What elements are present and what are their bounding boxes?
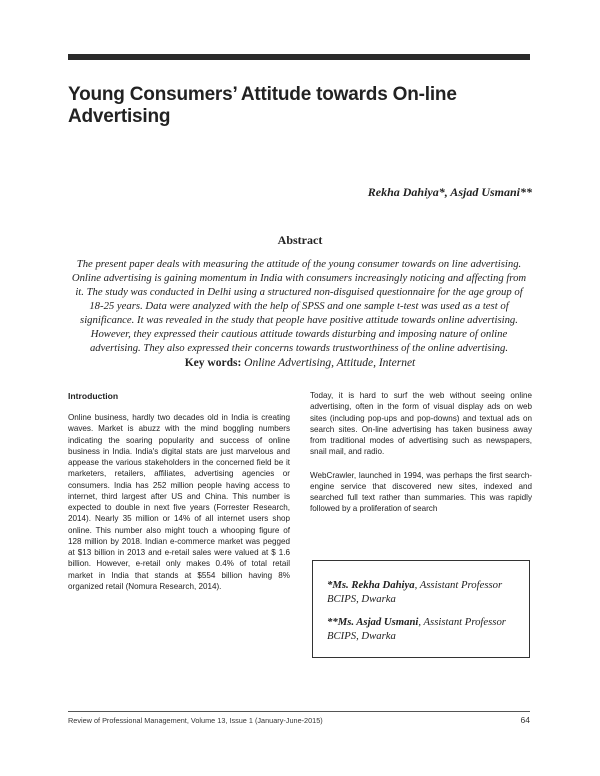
introduction-paragraph-2: Today, it is hard to surf the web without seeing online advertising, often in the form of visual display ads on web sites (including pop-ups and pop-downs) and textual ads on search sites. On-line advertising has taken business away from traditional modes of advertising such as newspapers, snail mail, and radio. bbox=[310, 391, 532, 457]
header-rule bbox=[68, 54, 530, 60]
page-number: 64 bbox=[520, 715, 530, 725]
journal-citation: Review of Professional Management, Volume 13, Issue 1 (January-June-2015) bbox=[68, 716, 323, 725]
footer-rule bbox=[68, 711, 530, 712]
affiliation-1-name: *Ms. Rekha Dahiya bbox=[327, 579, 415, 591]
paper-title: Young Consumers’ Attitude towards On-line Advertising bbox=[68, 84, 457, 127]
affiliation-2-org: BCIPS, Dwarka bbox=[327, 629, 396, 642]
paper-authors: Rekha Dahiya*, Asjad Usmani** bbox=[367, 185, 532, 199]
introduction-paragraph-1: Online business, hardly two decades old in India is creating waves. Market is abuzz with the mind boggling numbers indicating the soaring popularity and success of online business in India. India's digital stats are just marvelous and appease the various stakeholders in the concerned field be it marketers, retailers, affiliates, advertising agencies or consumers. India has 252 million people having access to internet, third largest after US and China. This number is expected to double in next five years (Forrester Research, 2014). Nearly 35 million or 14% of all internet users shop online. This number also might touch a whooping figure of 128 million by 2018. Indian e-commerce market was pegged at $13 billion in 2013 and e-retail sales were valued at $ 1.6 billion. However, e-retail only makes 0.4% of total retail market in India that stands at $554 billion having 8% organized retail (Nomura Research, 2014). bbox=[68, 413, 290, 591]
affiliation-1-org: BCIPS, Dwarka bbox=[327, 592, 396, 605]
author-affiliations-box bbox=[312, 560, 530, 658]
keywords-label: Key words: bbox=[184, 357, 242, 369]
affiliation-2-role: , Assistant Professor bbox=[418, 616, 506, 628]
affiliation-1 bbox=[327, 579, 519, 606]
keywords-values: Online Advertising, Attitude, Internet bbox=[244, 357, 416, 369]
abstract-text: The present paper deals with measuring the attitude of the young consumer towards on line advertising. Online advertising is gaining momentum in India with consumers increasingly noticing and affecting from it. The study was conducted in Delhi using a structured non-disguised questionnaire for the age group of 18-25 years. Data were analyzed with the help of SPSS and one sample t-test was used as a test of significance. It was revealed in the study that people have positive attitude towards online advertising. However, they expressed their cautious attitude towards disturbing and imposing nature of online advertising. They also expressed their concerns towards trustworthiness of the online advertising. bbox=[71, 258, 527, 354]
affiliation-2 bbox=[327, 616, 519, 643]
introduction-heading: Introduction bbox=[68, 391, 119, 401]
keywords-line bbox=[0, 357, 600, 369]
abstract-heading: Abstract bbox=[277, 233, 323, 247]
introduction-paragraph-3: WebCrawler, launched in 1994, was perhaps the first search-engine service that discovered new sites, indexed and searched full text rather than summaries. This was rapidly followed by a proliferation of search bbox=[310, 470, 532, 514]
affiliation-2-name: **Ms. Asjad Usmani bbox=[327, 616, 419, 628]
right-column bbox=[310, 390, 532, 527]
left-column bbox=[68, 390, 290, 604]
affiliation-1-role: , Assistant Professor bbox=[414, 579, 503, 591]
